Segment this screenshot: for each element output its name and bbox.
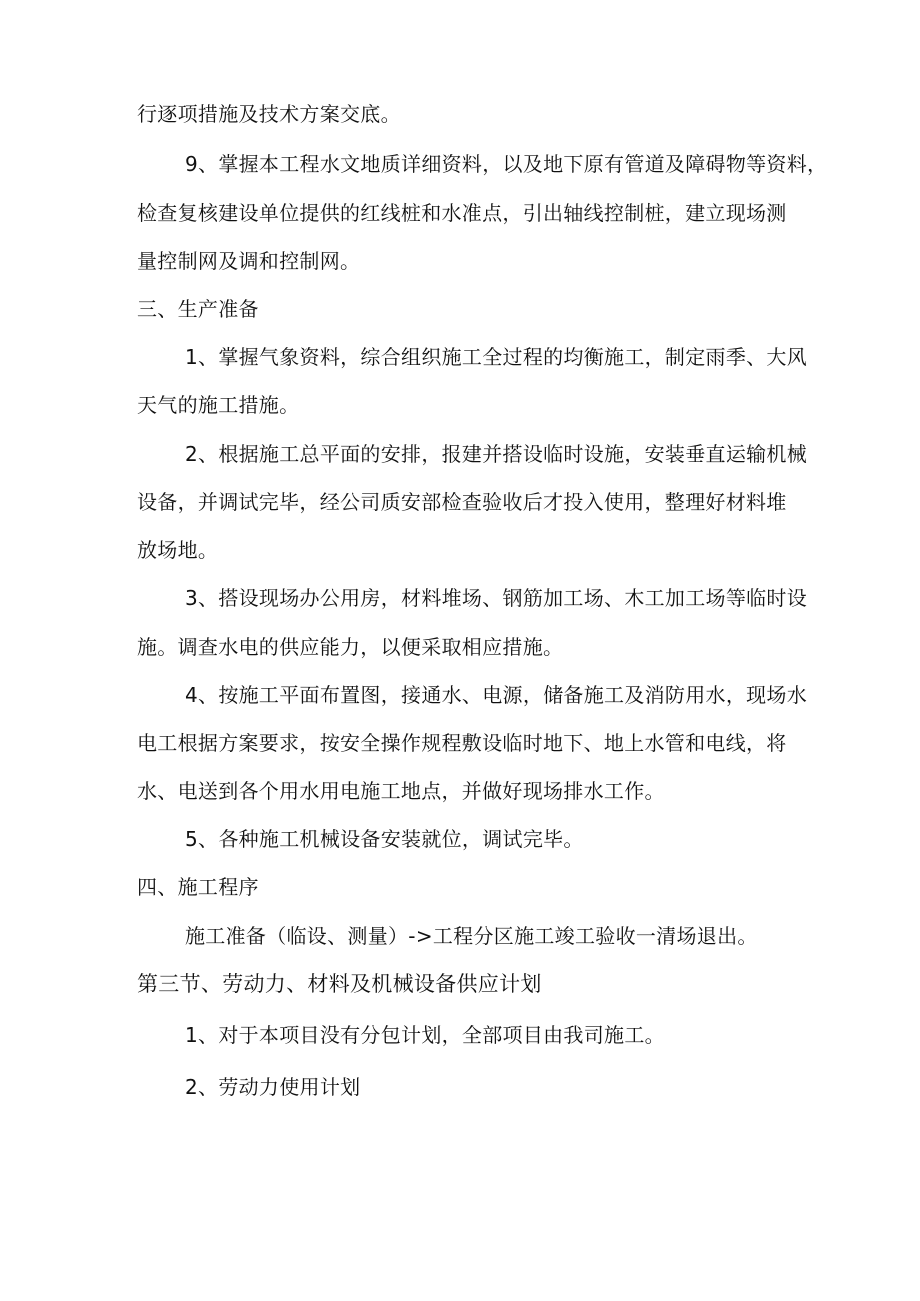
body-text-line: 2、劳动力使用计划 <box>185 1075 361 1099</box>
body-text-line: 放场地。 <box>137 538 219 562</box>
body-text-line: 电工根据方案要求，按安全操作规程敷设临时地下、地上水管和电线，将 <box>137 731 787 755</box>
body-text-line: 9、掌握本工程水文地质详细资料，以及地下原有管道及障碍物等资料， <box>185 152 828 176</box>
body-text-line: 施工准备（临设、测量）->工程分区施工竣工验收一清场退出。 <box>185 924 758 948</box>
section-heading: 三、生产准备 <box>137 297 259 321</box>
body-text-line: 检查复核建设单位提供的红线桩和水准点，引出轴线控制桩，建立现场测 <box>137 201 787 225</box>
chapter-heading: 第三节、劳动力、材料及机械设备供应计划 <box>137 972 542 996</box>
body-text-line: 施。调查水电的供应能力，以便采取相应措施。 <box>137 635 564 659</box>
body-text-line: 3、搭设现场办公用房，材料堆场、钢筋加工场、木工加工场等临时设 <box>185 586 808 610</box>
body-text-line: 天气的施工措施。 <box>137 393 300 417</box>
section-heading: 四、施工程序 <box>137 875 259 899</box>
body-text-line: 2、根据施工总平面的安排，报建并搭设临时设施，安装垂直运输机械 <box>185 442 808 466</box>
body-text-line: 设备，并调试完毕，经公司质安部检查验收后才投入使用，整理好材料堆 <box>137 490 787 514</box>
body-text-line: 量控制网及调和控制网。 <box>137 249 361 273</box>
body-text-line: 4、按施工平面布置图，接通水、电源，储备施工及消防用水，现场水 <box>185 683 808 707</box>
body-text-line: 行逐项措施及技术方案交底。 <box>137 102 401 126</box>
body-text-line: 1、掌握气象资料，综合组织施工全过程的均衡施工，制定雨季、大风 <box>185 345 808 369</box>
body-text-line: 5、各种施工机械设备安装就位，调试完毕。 <box>185 827 584 851</box>
body-text-line: 水、电送到各个用水用电施工地点，并做好现场排水工作。 <box>137 779 665 803</box>
body-text-line: 1、对于本项目没有分包计划，全部项目由我司施工。 <box>185 1023 665 1047</box>
